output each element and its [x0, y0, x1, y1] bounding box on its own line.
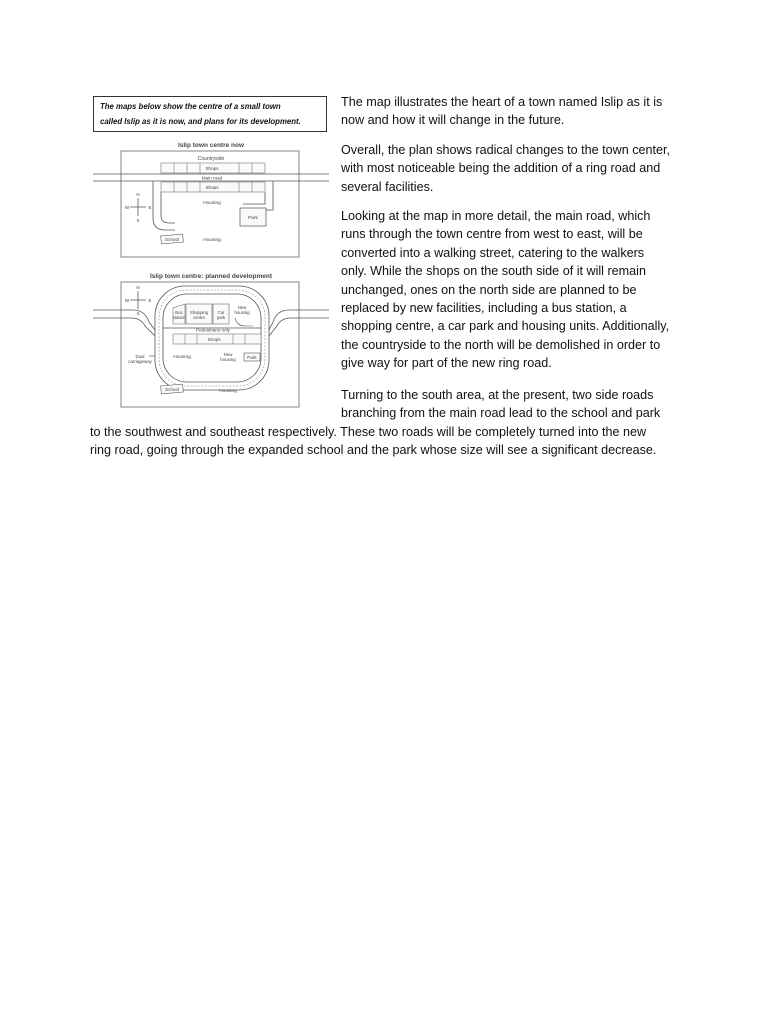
caption-line: The maps below show the centre of a small town [100, 102, 281, 111]
map-now-drawing [93, 138, 329, 258]
shopping-label-2: centre [193, 315, 205, 320]
bus-label-1: Bus [175, 310, 183, 315]
planned-housing-south-label: Housing [219, 389, 237, 394]
dual-label-1: Dual [135, 354, 145, 359]
compass-icon [125, 285, 152, 316]
school-now-label: School [164, 237, 180, 242]
map-planned-title: Islip town centre: planned development [149, 273, 273, 280]
text-line: the countryside to the north will be demolished in order to [341, 337, 661, 352]
housing-north-label: Housing [203, 201, 221, 206]
compass-w: W [124, 298, 130, 303]
text-line: Looking at the map in more detail, the main road, which [341, 209, 651, 223]
shops-south-label: Shops [205, 185, 219, 190]
text-line: runs through the town centre from west to east, will be [341, 227, 643, 242]
text-line: replaced by new facilities, including a bus station, a [341, 301, 627, 316]
paragraph-south-area-b [90, 423, 656, 460]
bus-label-2: station [172, 315, 186, 320]
compass-w: W [124, 205, 130, 210]
planned-housing-label: Housing [173, 355, 191, 360]
newhousing-n-label-1: New [237, 305, 247, 310]
planned-shops-label: Shops [207, 337, 221, 342]
carpark-label-2: park [216, 315, 226, 320]
school-planned-label: School [164, 387, 180, 392]
text-line: several facilities. [341, 179, 434, 194]
text-line: with most noticeable being the addition of a ring road and [341, 161, 661, 176]
paragraph-details [341, 207, 669, 373]
text-line: branching from the main road lead to the school and park [341, 406, 661, 421]
compass-n: N [136, 285, 140, 290]
map-planned [93, 272, 329, 408]
figure-caption [93, 96, 327, 132]
text-line: Overall, the plan shows radical changes to the town center, [341, 143, 671, 157]
text-line: unchanged, ones on the north side are planned to be [341, 282, 637, 297]
newhousing-n-label-2: housing [234, 310, 250, 315]
compass-e: E [148, 205, 152, 210]
map-planned-drawing [93, 272, 329, 408]
compass-n: N [136, 192, 140, 197]
shops-north-label: Shops [205, 166, 219, 171]
park-planned-label: Park [247, 355, 257, 360]
dual-label-2: carriageway [128, 359, 152, 364]
text-line: give way for part of the new ring road. [341, 356, 552, 371]
text-line: ring road, going through the expanded school and the park whose size will see a significant decrease. [90, 443, 657, 458]
newhousing-s-label-1: New [223, 352, 233, 357]
shopping-label-1: Shopping [189, 310, 209, 315]
compass-s: S [136, 218, 140, 223]
park-now-label: Park [248, 216, 258, 221]
text-line: only. While the shops on the south side of it will remain [341, 264, 646, 279]
housing-south-label: Housing [203, 238, 221, 243]
text-line: to the southwest and southeast respectively. These two roads will be completely turned into the new [90, 425, 647, 439]
paragraph-south-area-a [341, 386, 660, 423]
caption-line: called Islip as it is now, and plans for its development. [100, 117, 301, 126]
map-now [93, 138, 329, 258]
map-figure [93, 96, 329, 408]
compass-icon [125, 192, 152, 223]
compass-s: S [136, 311, 140, 316]
paragraph-intro [341, 93, 662, 130]
paragraph-overview [341, 141, 670, 196]
newhousing-s-label-2: housing [220, 357, 236, 362]
pedestrians-label: Pedestrians only [196, 327, 230, 333]
text-line: Turning to the south area, at the present, two side roads [341, 388, 654, 402]
text-line: The map illustrates the heart of a town named Islip as it is [341, 95, 663, 109]
main-road-label: Main road [201, 175, 223, 181]
text-line: converted into a walking street, catering to the walkers [341, 245, 645, 260]
text-line: now and how it will change in the future. [341, 113, 565, 128]
text-line: shopping centre, a car park and housing units. Additionally, [341, 319, 670, 334]
carpark-label-1: Car [217, 310, 225, 315]
compass-e: E [148, 298, 152, 303]
map-now-title: Islip town centre now [177, 142, 245, 149]
countryside-label: Countryside [197, 156, 225, 162]
